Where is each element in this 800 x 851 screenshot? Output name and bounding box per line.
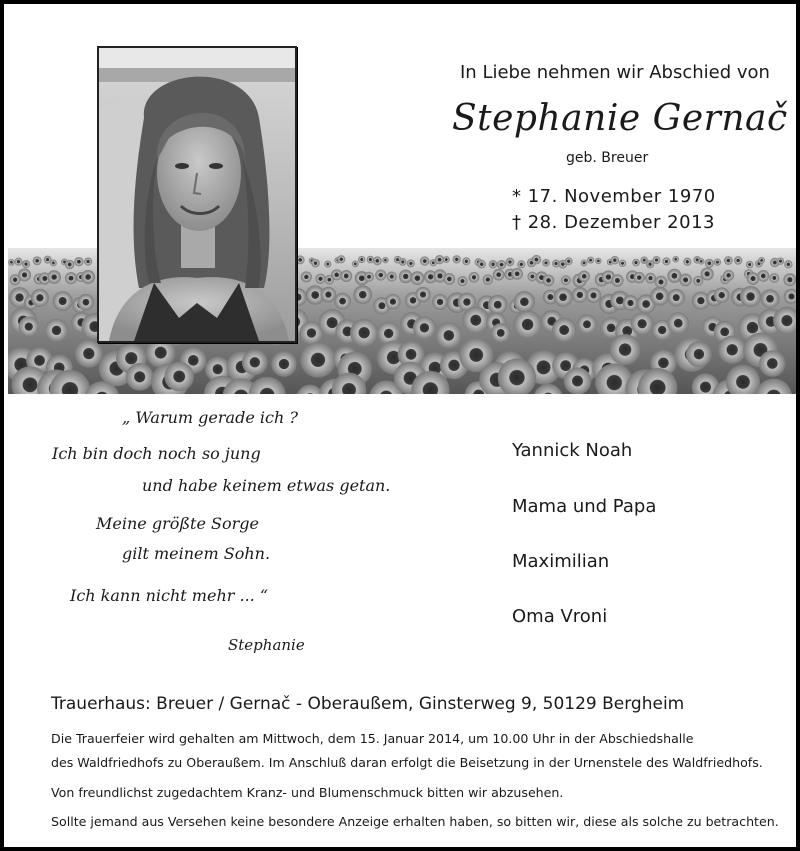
- info-line: Von freundlichst zugedachtem Kranz- und Blumenschmuck bitten wir abzusehen.: [51, 785, 564, 800]
- quote-line: gilt meinem Sohn.: [122, 544, 271, 563]
- family-member: Yannick Noah: [512, 440, 633, 461]
- maiden-name: geb. Breuer: [566, 150, 649, 166]
- family-member: Oma Vroni: [512, 606, 608, 627]
- info-line: Die Trauerfeier wird gehalten am Mittwoch, dem 15. Januar 2014, um 10.00 Uhr in der Abschiedshalle: [51, 731, 694, 746]
- intro-text: In Liebe nehmen wir Abschied von: [460, 62, 770, 83]
- mourning-house: Trauerhaus: Breuer / Gernač - Oberaußem, Ginsterweg 9, 50129 Bergheim: [51, 694, 685, 714]
- quote-line: „ Warum gerade ich ?: [122, 408, 298, 427]
- info-line: Sollte jemand aus Versehen keine besondere Anzeige erhalten haben, so bitten wir, diese als solche zu betrachten.: [51, 814, 779, 829]
- quote-line: und habe keinem etwas getan.: [142, 476, 391, 495]
- quote-line: Ich kann nicht mehr ... “: [70, 586, 269, 605]
- death-date: † 28. Dezember 2013: [512, 212, 715, 233]
- quote-line: Ich bin doch noch so jung: [52, 444, 261, 463]
- deceased-name: Stephanie Gernač: [452, 98, 788, 139]
- quote-line: Meine größte Sorge: [96, 514, 259, 533]
- quote-signature: Stephanie: [228, 636, 305, 654]
- info-line: des Waldfriedhofs zu Oberaußem. Im Anschluß daran erfolgt die Beisetzung in der Urnenstele des Waldfriedhofs.: [51, 755, 763, 770]
- family-member: Maximilian: [512, 551, 610, 572]
- family-member: Mama und Papa: [512, 496, 657, 517]
- portrait-photo: [97, 46, 297, 343]
- birth-date: * 17. November 1970: [512, 186, 716, 207]
